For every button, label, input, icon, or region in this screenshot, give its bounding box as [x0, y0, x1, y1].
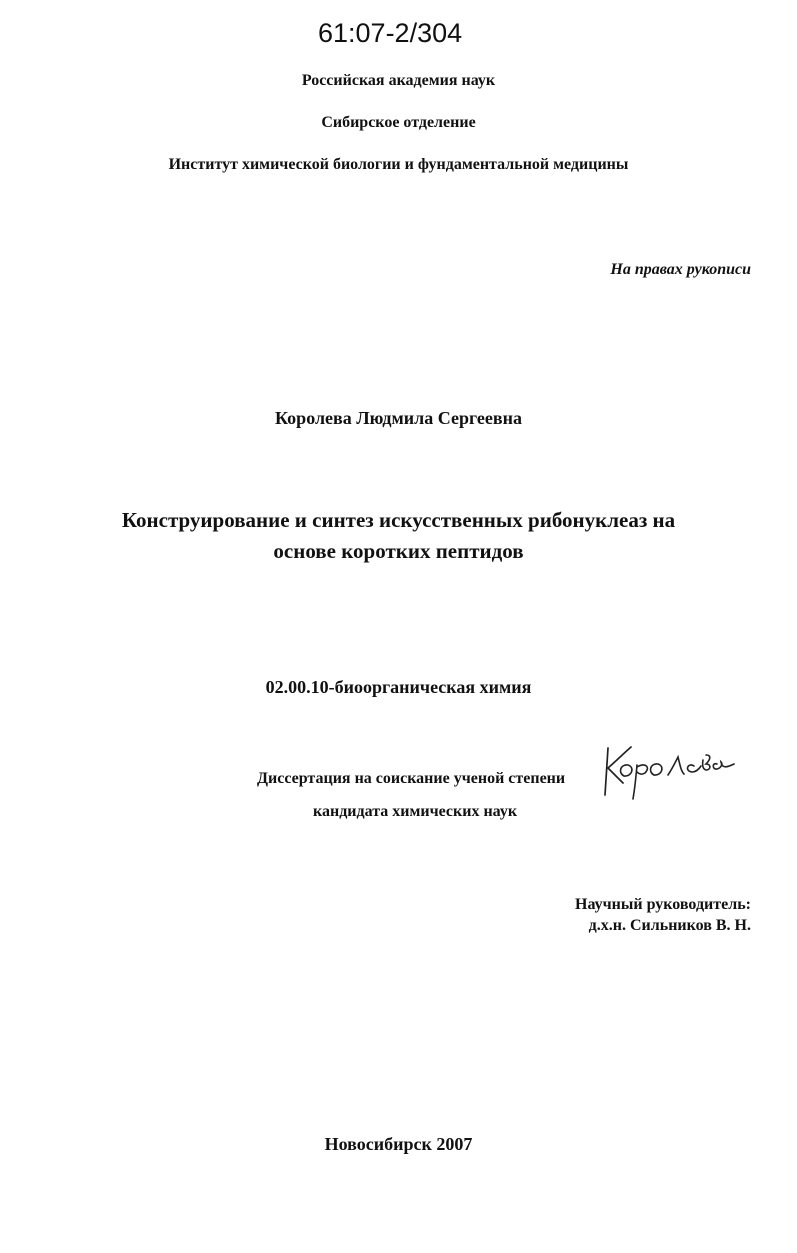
author-name: Королева Людмила Сергеевна: [275, 408, 522, 428]
institute-name: Институт химической биологии и фундаментальной медицины: [168, 156, 629, 173]
city-year: Новосибирск 2007: [324, 1134, 473, 1154]
dissertation-title-line-2: основе коротких пептидов: [273, 539, 524, 563]
academy-name: Российская академия наук: [301, 72, 496, 89]
handwritten-signature: [600, 738, 740, 802]
signature-icon: [600, 738, 740, 802]
degree-line-2: кандидата химических наук: [313, 803, 518, 820]
advisor-name: д.х.н. Сильников В. Н.: [588, 917, 751, 934]
manuscript-rights-note: На правах рукописи: [610, 261, 751, 278]
archive-stamp: 61:07-2/304: [318, 18, 463, 48]
branch-name: Сибирское отделение: [321, 114, 476, 131]
specialty-code: 02.00.10-биоорганическая химия: [265, 677, 532, 697]
advisor-label: Научный руководитель:: [575, 896, 751, 913]
degree-line-1: Диссертация на соискание ученой степени: [257, 770, 566, 787]
dissertation-title-line-1: Конструирование и синтез искусственных рибонуклеаз на: [121, 508, 676, 532]
